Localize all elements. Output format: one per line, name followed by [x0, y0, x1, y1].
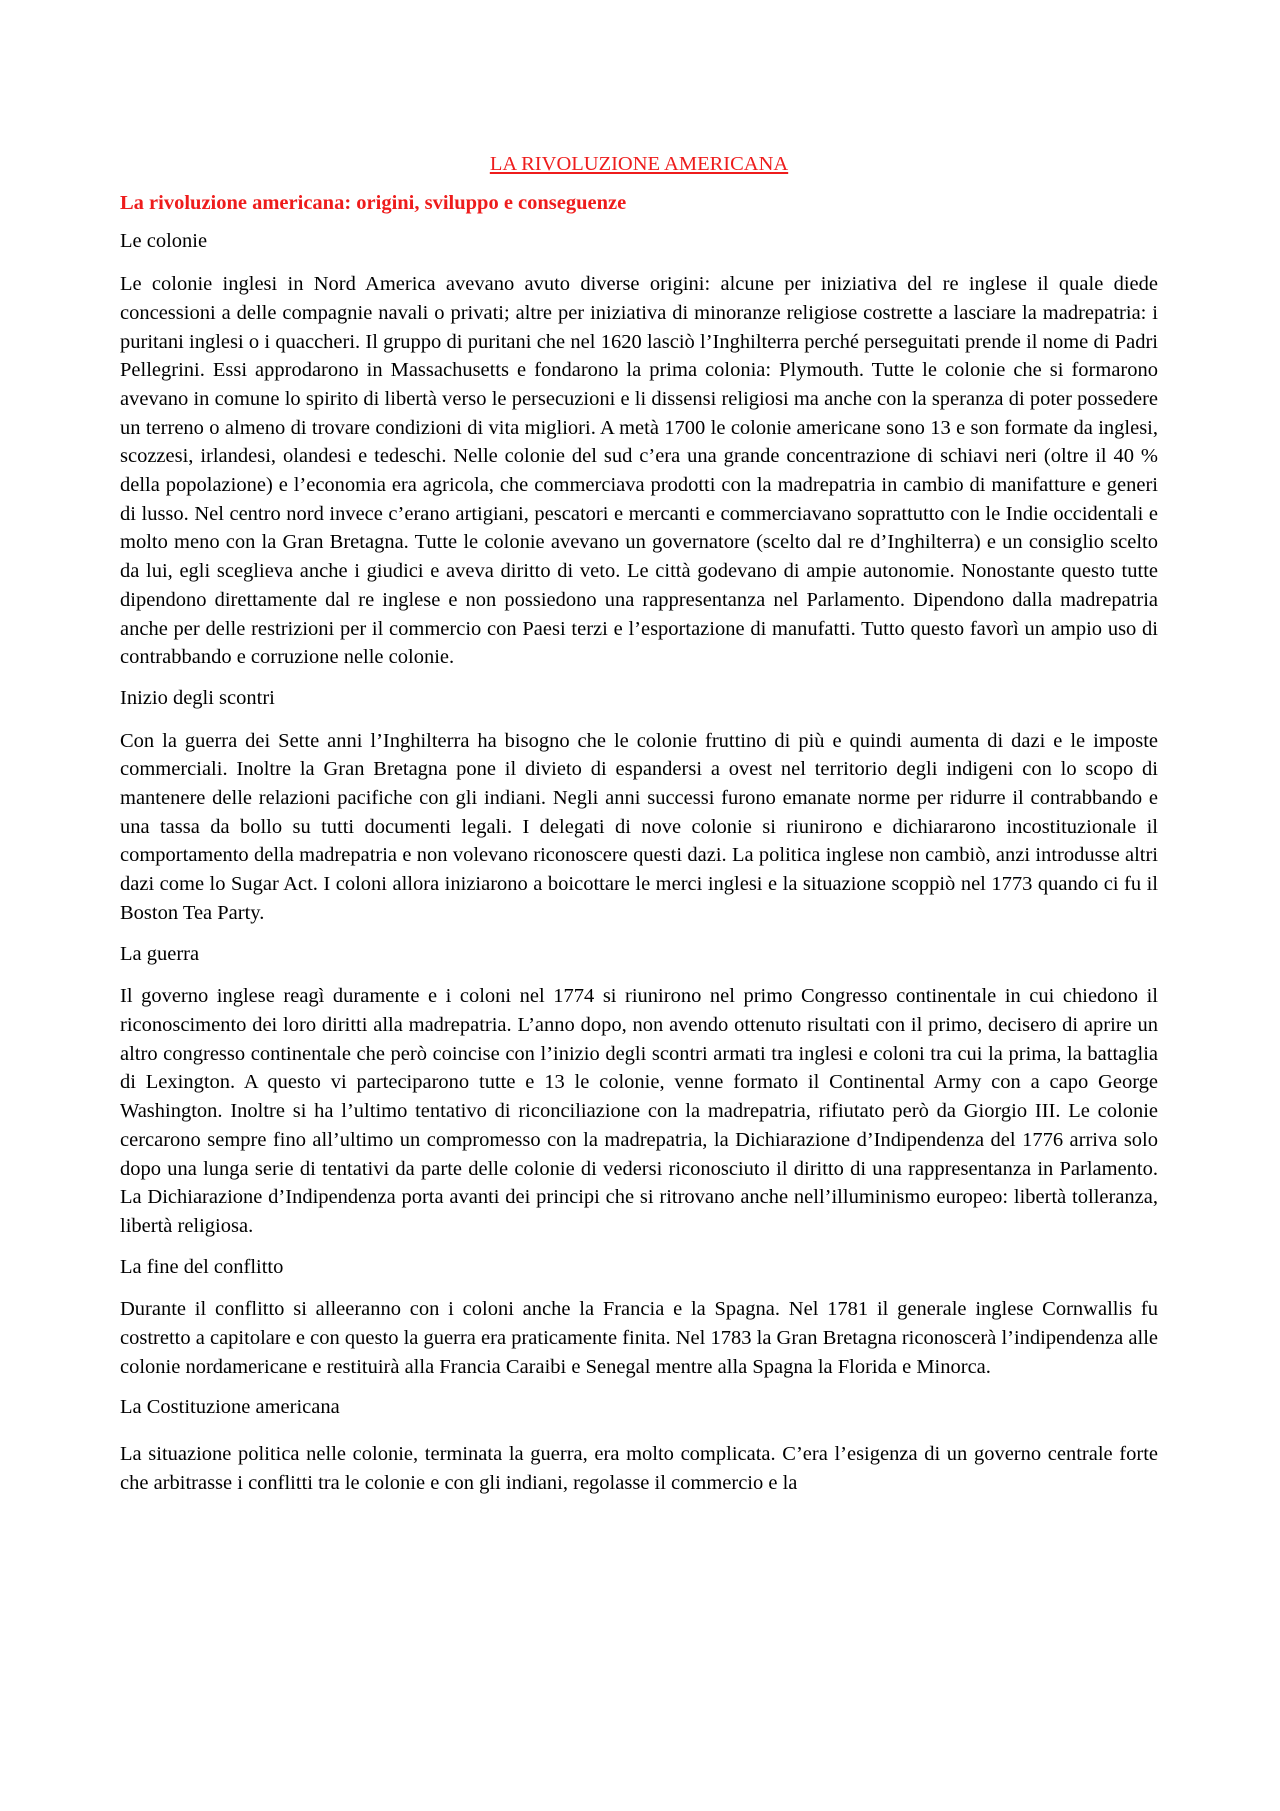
document-title: LA RIVOLUZIONE AMERICANA [489, 153, 789, 175]
section-text-guerra: Il governo inglese reagì duramente e i coloni nel 1774 si riunirono nel primo Congresso continentale in cui chiedono il riconoscimento dei loro diritti alla madrepatria. L’anno dopo, non avendo ottenuto risultati con il primo, decisero di aprire un altro congresso continentale che però coincise con l’inizio degli scontri armati tra inglesi e coloni tra cui la prima, la battaglia di Lexington. A questo vi parteciparono tutte e 13 le colonie, venne formato il Continental Army con a capo George Washington. Inoltre si ha l’ultimo tentativo di riconciliazione con la madrepatria, rifiutato però da Giorgio III. Le colonie cercarono sempre fino all’ultimo un compromesso con la madrepatria, la Dichiarazione d’Indipendenza del 1776 arriva solo dopo una lunga serie di tentativi da parte delle colonie di vedersi riconosciuto il diritto di una rappresentanza in Parlamento. La Dichiarazione d’Indipendenza porta avanti dei principi che si ritrovano anche nell’illuminismo europeo: libertà tolleranza, libertà religiosa. [120, 985, 1158, 1237]
section-text-fine-conflitto: Durante il conflitto si alleeranno con i coloni anche la Francia e la Spagna. Nel 1781 il generale inglese Cornwallis fu costretto a capitolare e con questo la guerra era praticamente finita. Nel 1783 la Gran Bretagna riconoscerà l’indipendenza alle colonie nordamericane e restituirà alla Francia Caraibi e Senegal mentre alla Spagna la Florida e Minorca. [120, 1298, 1158, 1378]
document-subtitle: La rivoluzione americana: origini, sviluppo e conseguenze [120, 191, 627, 214]
section-heading-costituzione: La Costituzione americana [120, 1396, 340, 1419]
section-text-inizio-scontri: Con la guerra dei Sette anni l’Inghilterra ha bisogno che le colonie fruttino di più e quindi aumenta di dazi e le imposte commerciali. Inoltre la Gran Bretagna pone il divieto di espandersi a ovest nel territorio degli indigeni con lo scopo di mantenere delle relazioni pacifiche con gli indiani. Negli anni successi furono emanate norme per ridurre il contrabbando e una tassa da bollo su tutti documenti legali. I delegati di nove colonie si riunirono e dichiararono incostituzionale il comportamento della madrepatria e non volevano riconoscere questi dazi. La politica inglese non cambiò, anzi introdusse altri dazi come lo Sugar Act. I coloni allora iniziarono a boicottare le merci inglesi e la situazione scoppiò nel 1773 quando ci fu il Boston Tea Party. [120, 729, 1158, 924]
section-heading-fine-conflitto: La fine del conflitto [120, 1255, 284, 1278]
section-text-costituzione: La situazione politica nelle colonie, terminata la guerra, era molto complicata. C’era l’esigenza di un governo centrale forte che arbitrasse i conflitti tra le colonie e con gli indiani, regolasse il commercio e la [120, 1443, 1158, 1494]
section-heading-colonie: Le colonie [120, 230, 208, 253]
section-heading-inizio-scontri: Inizio degli scontri [120, 686, 275, 709]
document-page [120, 150, 1158, 1510]
section-text-colonie: Le colonie inglesi in Nord America avevano avuto diverse origini: alcune per iniziativa del re inglese il quale diede concessioni a delle compagnie navali o privati; altre per iniziativa di minoranze religiose costrette a lasciare la madrepatria: i puritani inglesi o i quaccheri. Il gruppo di puritani che nel 1620 lasciò l’Inghilterra perché perseguitati prende il nome di Padri Pellegrini. Essi approdarono in Massachusetts e fondarono la prima colonia: Plymouth. Tutte le colonie che si formarono avevano in comune lo spirito di libertà verso le persecuzioni e li dissensi religiosi ma anche con la speranza di poter possedere un terreno o almeno di trovare condizioni di vita migliori. A metà 1700 le colonie americane sono 13 e son formate da inglesi, scozzesi, irlandesi, olandesi e tedeschi. Nelle colonie del sud c’era una grande concentrazione di schiavi neri (oltre il 40 % della popolazione) e l’economia era agricola, che commerciava prodotti con la madrepatria in cambio di manifatture e generi di lusso. Nel centro nord invece c’erano artigiani, pescatori e mercanti e commerciavano soprattutto con le Indie occidentali e molto meno con la Gran Bretagna. Tutte le colonie avevano un governatore (scelto dal re d’Inghilterra) e un consiglio scelto da lui, egli sceglieva anche i giudici e aveva diritto di veto. Le città godevano di ampie autonomie. Nonostante questo tutte dipendono direttamente dal re inglese e non possiedono una rappresentanza nel Parlamento. Dipendono dalla madrepatria anche per delle restrizioni per il commercio con Paesi terzi e l’esportazione di manufatti. Tutto questo favorì un ampio uso di contrabbando e corruzione nelle colonie. [120, 273, 1158, 669]
section-heading-guerra: La guerra [120, 942, 200, 965]
